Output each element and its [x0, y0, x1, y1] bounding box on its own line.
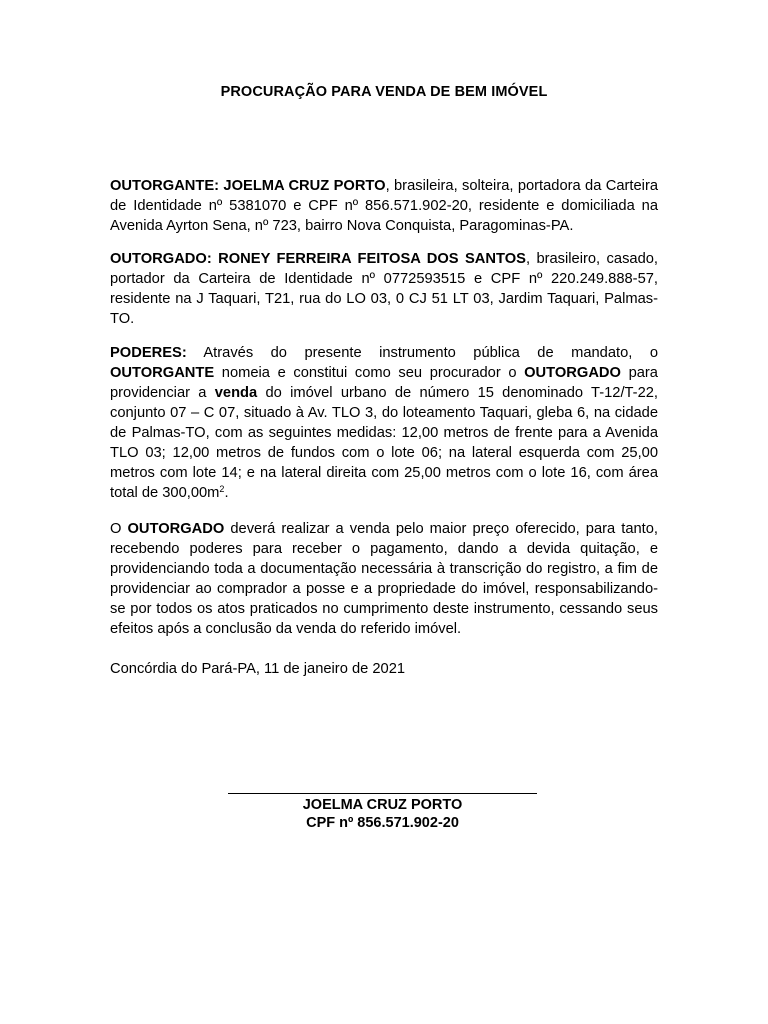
poderes-label: PODERES: — [110, 345, 187, 361]
clausula-text: deverá realizar a venda pelo maior preço oferecido, para tanto, recebendo poderes para receber o pagamento, dando a devida quitação, e providenciando toda a documentação necessária à transcrição do registro, a fim de providenciar ao comprador a posse e a propriedade do imóvel, responsabilizando-se por todos os atos praticados no cumprimento deste instrumento, cessando seus efeitos após a conclusão da venda do referido imóvel. — [110, 521, 658, 637]
clausula-bold-outorgado: OUTORGADO — [127, 521, 225, 537]
document-title: PROCURAÇÃO PARA VENDA DE BEM IMÓVEL — [220, 84, 548, 100]
poderes-text: do imóvel urbano de número 15 denominado T-12/T-22, conjunto 07 – C 07, situado à Av. TLO 3, do loteamento Taquari, gleba 6, na cidade de Palmas-TO, com as seguintes medidas: 12,00 metros de frente para a Avenida TLO 03; 12,00 metros de fundos com o lote 06; na lateral esquerda com 25,00 metros com lote 14; e na lateral direita com 25,00 metros com o lote 16, com área total de 300,00m — [110, 385, 658, 501]
outorgado-label: OUTORGADO: RONEY FERREIRA FEITOSA DOS SANTOS — [110, 251, 526, 267]
outorgante-text: , brasileira, solteira, portadora da Carteira de Identidade nº 5381070 e CPF nº 856.571.902-20, residente e domiciliada na Avenida Ayrton Sena, nº 723, bairro Nova Conquista, Paragominas-PA. — [110, 178, 658, 234]
signature-name: JOELMA CRUZ PORTO — [302, 797, 463, 813]
clausula-text: O — [110, 521, 128, 537]
poderes-text: para providenciar a — [110, 365, 658, 401]
poderes-bold-outorgante: OUTORGANTE — [110, 365, 215, 381]
area-superscript: 2 — [219, 484, 225, 494]
poderes-bold-venda: venda — [214, 385, 258, 401]
poderes-text: nomeia e constitui como seu procurador o — [214, 365, 525, 381]
document-body — [110, 176, 658, 693]
poderes-text: Através do presente instrumento pública de mandato, o — [186, 345, 658, 361]
poderes-paragraph — [110, 343, 658, 503]
poderes-bold-outorgado: OUTORGADO — [524, 365, 621, 381]
outorgado-paragraph — [110, 249, 658, 329]
outorgado-text: , brasileiro, casado, portador da Carteira de Identidade nº 0772593515 e CPF nº 220.249.888-57, residente na J Taquari, T21, rua do LO 03, 0 CJ 51 LT 03, Jardim Taquari, Palmas-TO. — [110, 251, 658, 327]
place-date: Concórdia do Pará-PA, 11 de janeiro de 2021 — [110, 661, 406, 677]
poderes-text: . — [224, 485, 229, 501]
signature-line — [228, 793, 537, 794]
outorgante-label: OUTORGANTE: JOELMA CRUZ PORTO — [110, 178, 386, 194]
outorgante-paragraph — [110, 176, 658, 236]
clausula-paragraph — [110, 519, 658, 639]
signature-cpf: CPF nº 856.571.902-20 — [306, 815, 459, 831]
